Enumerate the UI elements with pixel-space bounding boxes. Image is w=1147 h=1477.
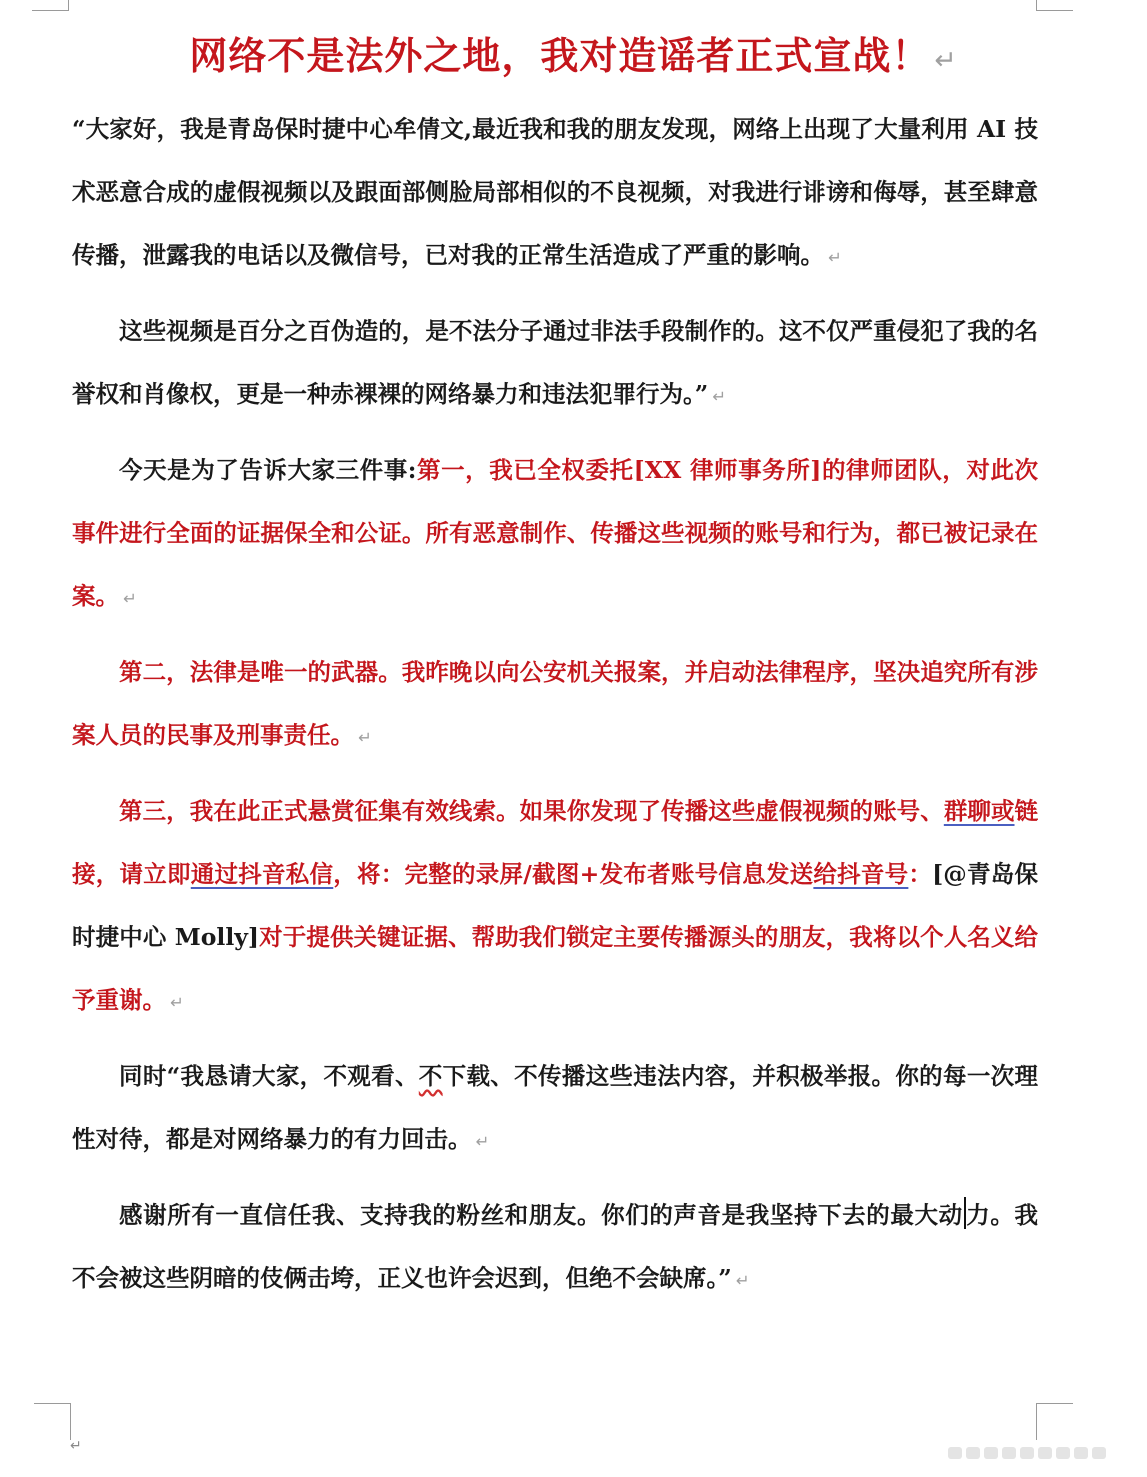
underlined-douyin-dm: 通过抖音私信 xyxy=(190,860,334,888)
crop-mark-top-left xyxy=(32,0,69,11)
crop-mark-bottom-right xyxy=(1036,1403,1073,1440)
paragraph-7-part-a: 感谢所有一直信任我、支持我的粉丝和朋友。你们的声音是我坚持下去的最大动 xyxy=(119,1201,963,1229)
paragraph-6-part-c: 下载、不传播这些违法内容，并积极举报。你的每一次理性对待，都是对网络暴力的有力回击。 xyxy=(72,1062,1038,1153)
paragraph-6[interactable] xyxy=(72,1045,1038,1173)
paragraph-5-part-g: ： xyxy=(908,860,933,888)
crop-mark-top-right xyxy=(1036,0,1073,11)
paragraph-4-text: 第二，法律是唯一的武器。我昨晚以向公安机关报案，并启动法律程序，坚决追究所有涉案人员的民事及刑事责任。 xyxy=(72,658,1038,749)
paragraph-mark-icon: ↵ xyxy=(170,993,184,1012)
document-title xyxy=(0,30,1147,87)
paragraph-2-text: 这些视频是百分之百伪造的，是不法分子通过非法手段制作的。这不仅严重侵犯了我的名誉权和肖像权，更是一种赤裸裸的网络暴力和违法犯罪行为。” xyxy=(72,317,1038,408)
title-text: 网络不是法外之地，我对造谣者正式宣战！ xyxy=(189,33,931,78)
paragraph-2[interactable] xyxy=(72,300,1038,428)
watermark xyxy=(948,1444,1138,1460)
paragraph-3-point-one: 第一，我已全权委托[XX 律师事务所]的律师团队，对此次事件进行全面的证据保全和公证。所有恶意制作、传播这些视频的账号和行为，都已被记录在案。 xyxy=(72,456,1038,610)
paragraph-mark-icon: ↵ xyxy=(70,1438,82,1454)
paragraph-mark-icon: ↵ xyxy=(123,589,137,608)
paragraph-3-lead: 今天是为了告诉大家三件事: xyxy=(119,456,417,484)
paragraph-7[interactable] xyxy=(72,1184,1038,1312)
paragraph-mark-icon: ↵ xyxy=(712,387,727,406)
document-body[interactable] xyxy=(72,98,1038,1323)
paragraph-mark-icon: ↵ xyxy=(828,248,842,267)
paragraph-5-part-i: 对于提供关键证据、帮助我们锁定主要传播源头的朋友，我将以个人名义给予重谢。 xyxy=(72,923,1039,1014)
paragraph-1[interactable] xyxy=(72,98,1038,289)
crop-mark-bottom-left xyxy=(34,1403,71,1440)
paragraph-5-part-c: 链接，请立即 xyxy=(72,797,1039,888)
paragraph-5-part-a: 第三，我在此正式悬赏征集有效线索。如果你发现了传播这些虚假视频的账号、 xyxy=(119,797,944,825)
paragraph-5-part-e: ，将：完整的录屏/截图+发布者账号信息发送 xyxy=(333,860,814,888)
underlined-group-chat: 群聊或 xyxy=(943,797,1015,825)
paragraph-6-part-a: 同时“我恳请大家，不观看、 xyxy=(119,1062,419,1090)
underlined-douyin-id: 给抖音号 xyxy=(813,860,909,888)
spellcheck-flag: 不 xyxy=(418,1062,443,1090)
paragraph-mark-icon: ↵ xyxy=(475,1132,490,1151)
paragraph-mark-icon: ↵ xyxy=(934,45,958,76)
paragraph-3[interactable] xyxy=(72,439,1038,630)
paragraph-mark-icon: ↵ xyxy=(358,728,372,747)
paragraph-1-text: “大家好，我是青岛保时捷中心牟倩文,最近我和我的朋友发现，网络上出现了大量利用 AI 技术恶意合成的虚假视频以及跟面部侧脸局部相似的不良视频，对我进行诽谤和侮辱，甚至肆意传播，泄露我的电话以及微信号，已对我的正常生活造成了严重的影响。 xyxy=(72,115,1038,269)
douyin-account-handle: [@青岛保时捷中心 Molly] xyxy=(72,860,1039,951)
paragraph-mark-icon: ↵ xyxy=(735,1271,750,1290)
paragraph-7-part-b: 力。我不会被这些阴暗的伎俩击垮，正义也许会迟到，但绝不会缺席。” xyxy=(72,1201,1039,1292)
paragraph-4[interactable] xyxy=(72,641,1038,769)
paragraph-5[interactable] xyxy=(72,780,1038,1034)
